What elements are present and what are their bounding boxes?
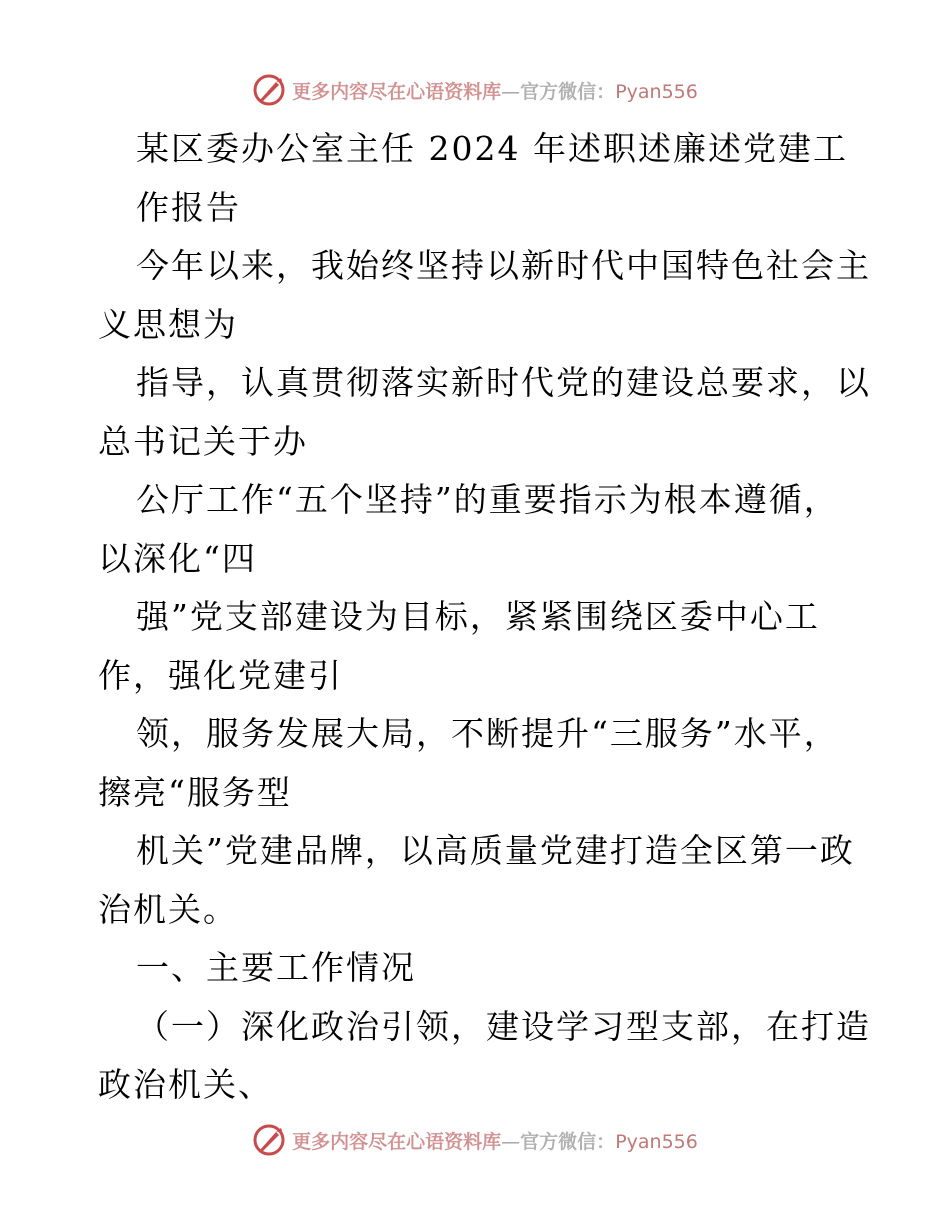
watermark-id: Pyan556 (615, 80, 698, 103)
watermark-separator: — (501, 80, 521, 103)
quill-logo-icon (252, 73, 286, 107)
watermark-side: 官方微信： (520, 1130, 616, 1153)
watermark-id: Pyan556 (615, 1130, 698, 1153)
watermark-text (292, 1127, 698, 1154)
watermark-side: 官方微信： (520, 80, 616, 103)
doc-title-line-1: 某区委办公室主任 2024 年述职述廉述党建工 (136, 129, 848, 168)
document-body (98, 120, 871, 1115)
doc-paragraph-line: 公厅工作“五个坚持”的重要指示为根本遵循， (136, 480, 839, 519)
watermark-footer (0, 1120, 950, 1160)
subsection-heading-line: （一）深化政治引领，建设学习型支部，在打造 (136, 1006, 871, 1046)
watermark-text (292, 77, 698, 104)
watermark-main: 更多内容尽在心语资料库 (292, 80, 502, 103)
doc-paragraph-line: 指导，认真贯彻落实新时代党的建设总要求，以 (136, 363, 871, 402)
doc-paragraph-line: 强”党支部建设为目标，紧紧围绕区委中心工 (136, 597, 820, 636)
doc-paragraph-line: 擦亮“服务型 (98, 772, 292, 812)
section-heading: 一、主要工作情况 (136, 948, 416, 987)
watermark-main: 更多内容尽在心语资料库 (292, 1130, 502, 1153)
subsection-heading-line: 政治机关、 (98, 1065, 273, 1104)
doc-paragraph-line: 作，强化党建引 (98, 655, 343, 695)
doc-paragraph-line: 领，服务发展大局，不断提升“三服务”水平， (136, 714, 839, 753)
doc-paragraph-line: 义思想为 (98, 304, 238, 344)
doc-title-line-2: 作报告 (136, 187, 241, 227)
watermark-header (0, 70, 950, 110)
doc-paragraph-line: 机关”党建品牌，以高质量党建打造全区第一政 (136, 831, 855, 870)
doc-paragraph-line: 治机关。 (98, 889, 238, 929)
doc-paragraph-line: 今年以来，我始终坚持以新时代中国特色社会主 (136, 246, 871, 285)
doc-paragraph-line: 以深化“四 (98, 538, 257, 578)
watermark-separator: — (501, 1130, 521, 1153)
quill-logo-icon (252, 1123, 286, 1157)
doc-paragraph-line: 总书记关于办 (98, 421, 308, 461)
